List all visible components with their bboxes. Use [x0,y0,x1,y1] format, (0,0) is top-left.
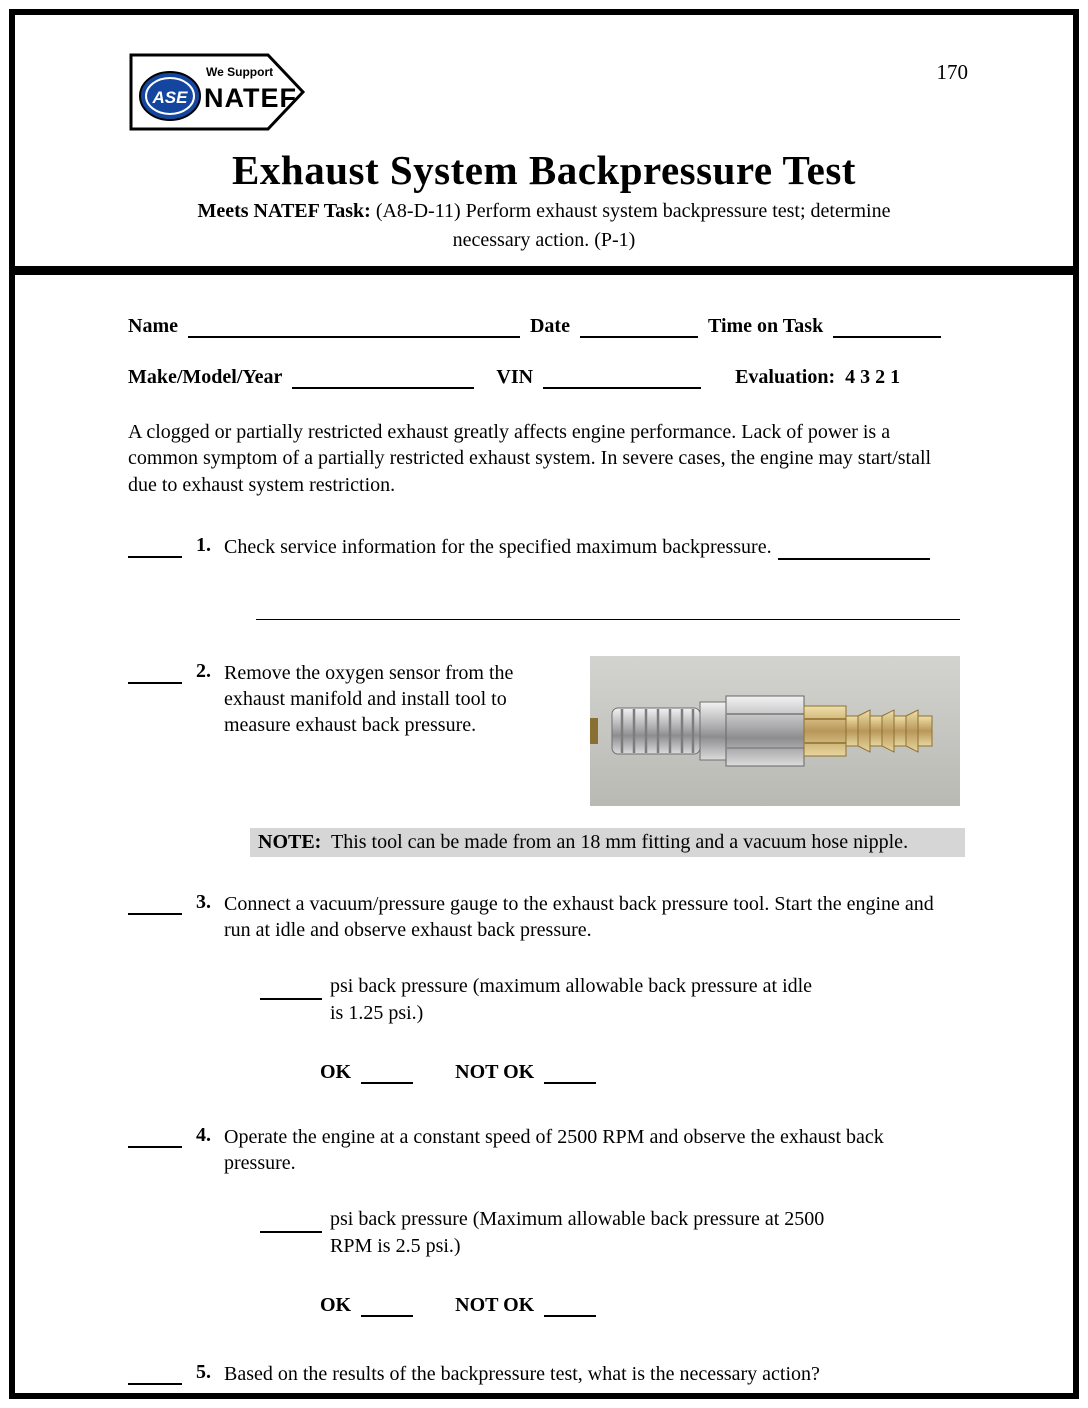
step-3-psi-text: psi back pressure (maximum allowable back pressure at idle [330,975,813,998]
time-on-task-field[interactable] [833,316,941,338]
svg-text:ASE: ASE [152,88,188,107]
date-field[interactable] [580,316,698,338]
step-4-number: 4. [196,1124,211,1147]
date-label: Date [529,315,570,337]
step-3-not-ok-label: NOT OK [455,1061,535,1084]
step-1-text [224,534,930,560]
step-2-row [128,660,960,806]
header [0,0,1088,132]
step-1-text-body: Check service information for the specified maximum backpressure. [224,536,772,559]
step-4-check-field[interactable] [128,1124,182,1148]
time-on-task-label: Time on Task [707,315,824,337]
step-5-check-field[interactable] [128,1361,182,1385]
step-3-ok-field[interactable] [361,1062,413,1084]
note-banner [250,828,965,857]
name-field[interactable] [188,316,520,338]
step-3-number: 3. [196,891,211,914]
task-line-1 [0,200,1088,223]
step-2 [128,660,562,806]
intro-paragraph: A clogged or partially restricted exhaust greatly affects engine performance. Lack of power is a common symptom of a partially restricted exhaust system. In severe cases, the engine may start/stall due to exhaust system restriction. [128,421,932,496]
name-label: Name [128,315,178,337]
task-label: Meets NATEF Task: [197,200,371,222]
step-2-number: 2. [196,660,211,683]
step-4-ok-label: OK [320,1294,352,1317]
step-3-psi-block [260,973,960,1027]
step-3-psi-text-2: is 1.25 psi.) [330,1002,424,1025]
step-3-ok-label: OK [320,1061,352,1084]
page-title: Exhaust System Backpressure Test [232,147,856,193]
step-3-not-ok-field[interactable] [544,1062,596,1084]
vin-field[interactable] [543,367,701,389]
step-3 [128,891,960,943]
step-3-text: Connect a vacuum/pressure gauge to the exhaust back pressure tool. Start the engine and run at idle and observe exhaust back pressure. [224,893,934,942]
step-4-psi-text: psi back pressure (Maximum allowable back pressure at 2500 [330,1208,825,1231]
page-number: 170 [936,60,968,84]
step-4 [128,1124,960,1176]
step-4-psi-field[interactable] [260,1211,322,1233]
step-1-answer-line[interactable] [256,618,960,620]
vin-label: VIN [496,366,534,388]
step-4-psi-block [260,1206,960,1260]
step-4-psi-text-2: RPM is 2.5 psi.) [330,1235,461,1258]
note-label: NOTE: [258,831,322,854]
content [0,315,1088,1408]
step-1-number: 1. [196,534,211,557]
step-4-not-ok-label: NOT OK [455,1294,535,1317]
step-4-not-ok-field[interactable] [544,1295,596,1317]
svg-text:We Support: We Support [206,65,274,79]
step-1 [128,534,960,560]
make-model-year-label: Make/Model/Year [128,366,283,388]
step-5-text: Based on the results of the backpressure test, what is the necessary action? [224,1363,820,1386]
evaluation-scale: 4 3 2 1 [845,366,901,388]
step-5 [128,1361,960,1387]
step-4-ok-row [320,1294,960,1317]
name-row [128,315,960,338]
step-5-number: 5. [196,1361,211,1384]
task-text: (A8-D-11) Perform exhaust system backpressure test; determine [375,200,891,222]
task-line-2: necessary action. (P-1) [452,229,636,251]
step-4-ok-field[interactable] [361,1295,413,1317]
backpressure-tool-photo [590,656,960,806]
header-divider [14,266,1074,275]
make-model-year-field[interactable] [292,367,474,389]
step-1-inline-answer-field[interactable] [778,538,930,560]
step-3-ok-row [320,1061,960,1084]
step-4-text: Operate the engine at a constant speed of 2500 RPM and observe the exhaust back pressure. [224,1126,884,1175]
note-text: This tool can be made from an 18 mm fitting and a vacuum hose nipple. [321,831,909,854]
evaluation-label: Evaluation: [735,366,836,388]
step-2-check-field[interactable] [128,660,182,684]
vehicle-row [128,366,960,389]
step-1-check-field[interactable] [128,534,182,558]
natef-logo [128,52,306,132]
step-2-text: Remove the oxygen sensor from the exhaust manifold and install tool to measure exhaust back pressure. [224,662,514,737]
step-3-check-field[interactable] [128,891,182,915]
svg-text:NATEF: NATEF [204,83,297,113]
step-3-psi-field[interactable] [260,978,322,1000]
